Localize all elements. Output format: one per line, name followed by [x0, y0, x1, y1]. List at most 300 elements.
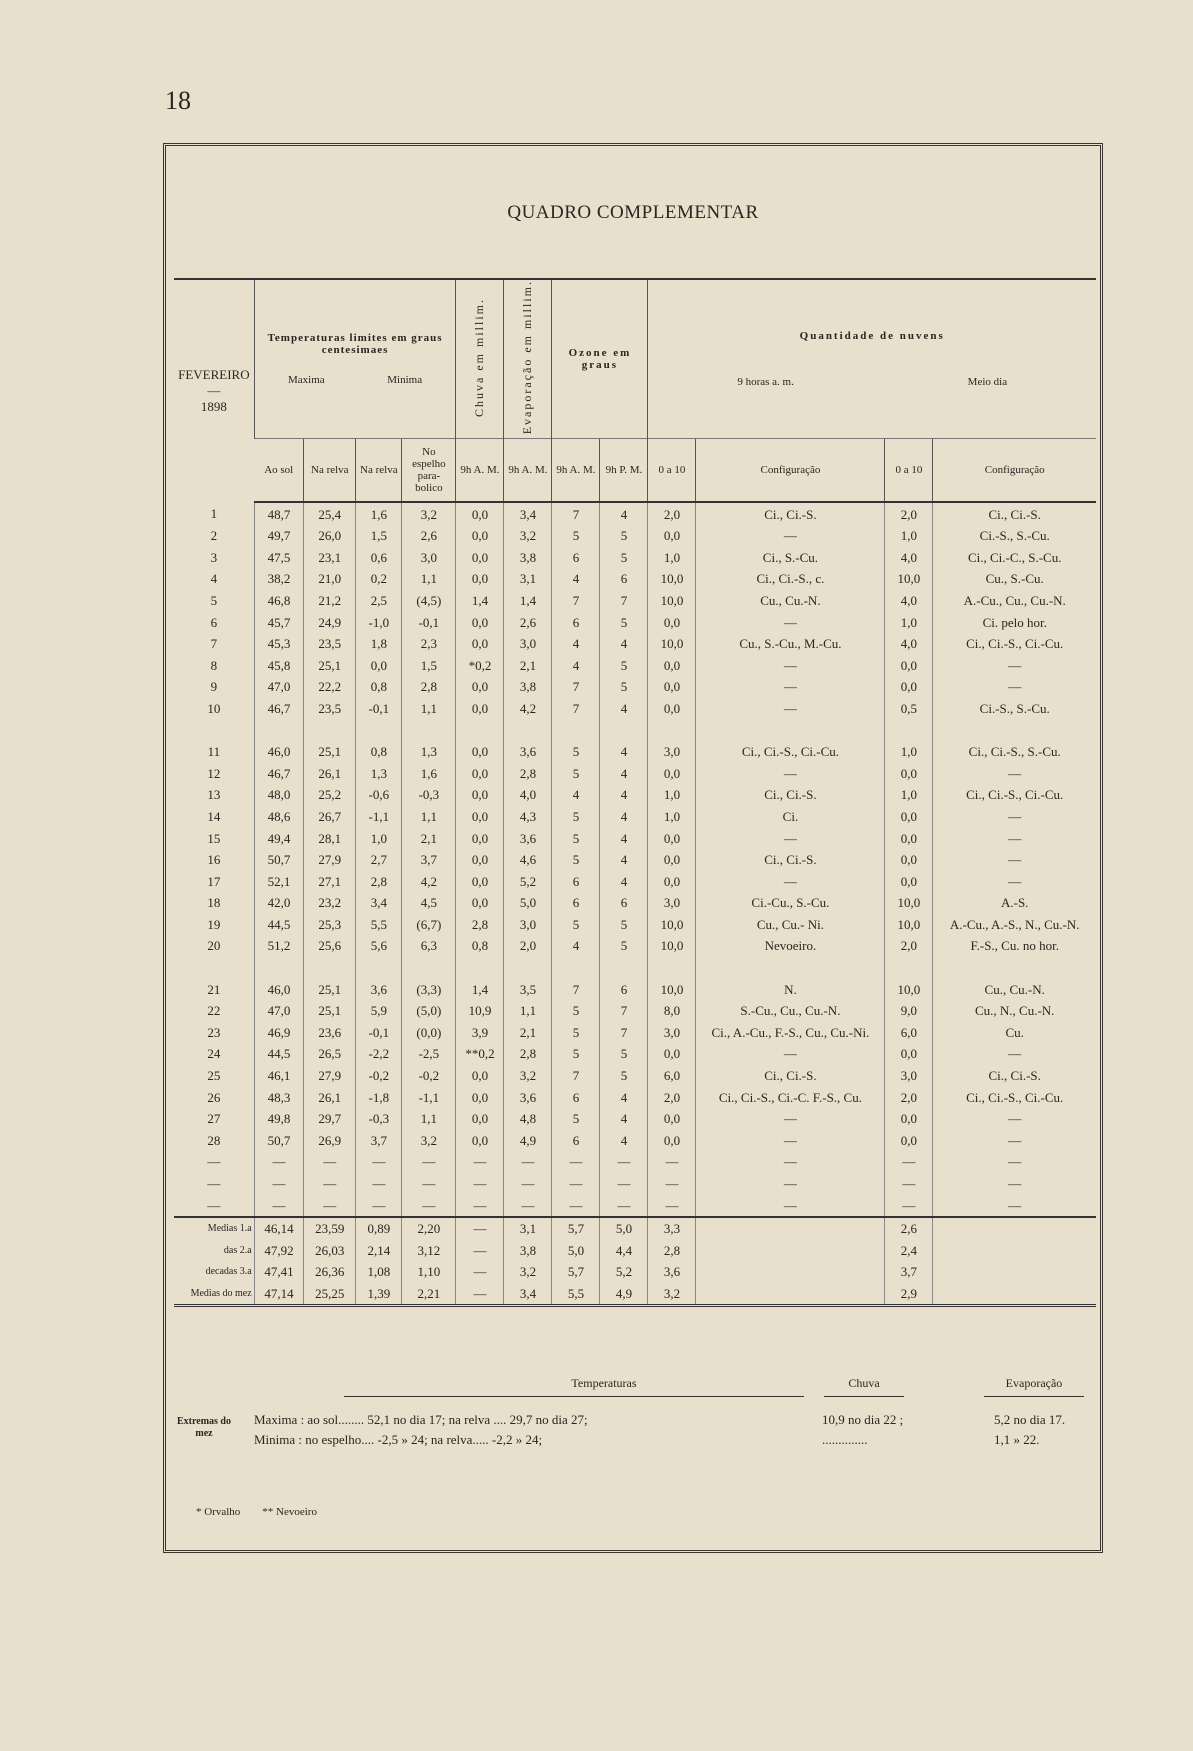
table-cell: 3,0 [402, 546, 456, 568]
day-cell: — [207, 1197, 221, 1213]
table-cell: 3,8 [504, 546, 552, 568]
table-cell: 4 [552, 935, 600, 957]
day-cell: 25 [207, 1068, 221, 1084]
table-cell: — [696, 827, 885, 849]
table-cell: 0,0 [648, 1043, 696, 1065]
table-cell: — [356, 1151, 402, 1173]
table-cell: 4,8 [504, 1108, 552, 1130]
table-cell: 2,0 [504, 935, 552, 957]
table-cell: — [456, 1194, 504, 1217]
table-cell: 2,8 [356, 870, 402, 892]
table-cell: 25,3 [304, 914, 356, 936]
table-row [174, 1194, 1096, 1217]
spacer-cell [504, 957, 552, 979]
day-cell: — [207, 1154, 221, 1170]
table-cell: — [304, 1173, 356, 1195]
table-cell: A.-Cu., A.-S., N., Cu.-N. [933, 914, 1096, 936]
table-cell: — [402, 1194, 456, 1217]
day-cell: 2 [210, 528, 218, 544]
table-cell: — [504, 1173, 552, 1195]
table-cell: 10,0 [885, 892, 933, 914]
ozone-header: Ozone em graus [552, 279, 648, 439]
table-cell: 2,7 [356, 849, 402, 871]
table-cell: 1,4 [456, 978, 504, 1000]
table-cell: — [254, 1173, 304, 1195]
table-cell: Ci., Ci.-S., Ci.-Cu. [933, 633, 1096, 655]
mean-cell: 3,3 [648, 1217, 696, 1240]
table-cell: 25,1 [304, 654, 356, 676]
table-cell: Cu., Cu.-N. [933, 978, 1096, 1000]
decade-mean-row [174, 1239, 1096, 1261]
table-row [174, 892, 1096, 914]
temp-brace [344, 1396, 804, 1398]
table-cell: Ci. [696, 806, 885, 828]
table-cell: 4 [600, 806, 648, 828]
table-cell: -1,0 [356, 611, 402, 633]
table-cell: -0,1 [356, 698, 402, 720]
table-cell: 3,4 [504, 502, 552, 525]
mean-cell: — [456, 1239, 504, 1261]
table-cell: 2,0 [885, 502, 933, 525]
table-cell: 0,0 [456, 525, 504, 547]
table-cell: — [933, 654, 1096, 676]
spacer-cell [696, 719, 885, 741]
month-means-label: Medias do mez [174, 1283, 254, 1306]
extremes-temp-heading: Temperaturas [571, 1376, 637, 1390]
table-cell: 23,2 [304, 892, 356, 914]
table-cell: 44,5 [254, 914, 304, 936]
table-cell: 0,0 [648, 1130, 696, 1152]
table-cell: -0,3 [402, 784, 456, 806]
evap-max: 5,2 no dia 17. [994, 1412, 1066, 1427]
mean-cell: — [456, 1217, 504, 1240]
table-cell: 6 [552, 1130, 600, 1152]
mean-cell: 2,8 [648, 1239, 696, 1261]
table-cell: 2,1 [504, 654, 552, 676]
note-orvalho: * Orvalho [196, 1506, 241, 1518]
subheader-nuvens-meio-scale: 0 a 10 [885, 439, 933, 503]
table-cell: 7 [552, 1065, 600, 1087]
blank-cell [696, 1217, 885, 1240]
month-mean-cell: 4,9 [600, 1283, 648, 1306]
table-cell: 6 [552, 611, 600, 633]
table-cell: 5 [600, 935, 648, 957]
table-cell: Cu. [933, 1022, 1096, 1044]
table-cell: 1,0 [356, 827, 402, 849]
table-cell: 7 [552, 698, 600, 720]
spacer-cell [402, 957, 456, 979]
table-cell: Cu., S.-Cu., M.-Cu. [696, 633, 885, 655]
table-cell: 8,0 [648, 1000, 696, 1022]
table-cell: 4 [600, 849, 648, 871]
table-cell: 3,2 [402, 502, 456, 525]
table-cell: 4 [600, 1130, 648, 1152]
table-row [174, 914, 1096, 936]
table-row [174, 806, 1096, 828]
extremes-label: Extremas do mez [177, 1416, 231, 1439]
table-cell: 0,0 [456, 849, 504, 871]
table-cell: 0,5 [885, 698, 933, 720]
table-cell: Ci., Ci.-S., Ci.-Cu. [933, 1086, 1096, 1108]
table-cell: 5 [552, 741, 600, 763]
maxima-label: Maxima [287, 374, 325, 387]
blank-cell [933, 1239, 1096, 1261]
table-cell: 0,0 [456, 698, 504, 720]
table-row [174, 698, 1096, 720]
temp-group-header [254, 279, 456, 439]
extremes-minima: Minima : no espelho.... -2,5 » 24; na relva..... -2,2 » 24; [254, 1432, 543, 1447]
table-cell: 22,2 [304, 676, 356, 698]
table-cell: — [933, 676, 1096, 698]
table-cell: 5 [552, 1043, 600, 1065]
table-cell: — [600, 1151, 648, 1173]
table-cell: 7 [552, 978, 600, 1000]
day-cell: 6 [210, 614, 218, 630]
decade-mean-row [174, 1217, 1096, 1240]
subheader-ozone-9am: 9h A. M. [552, 439, 600, 503]
day-cell: 4 [210, 571, 218, 587]
table-cell: 5 [600, 914, 648, 936]
temp-group-label: Temperaturas limites em graus centesimaes [267, 332, 443, 357]
day-cell: 22 [207, 1003, 221, 1019]
day-cell: 19 [207, 916, 221, 932]
table-cell: -2,2 [356, 1043, 402, 1065]
mean-cell: 5,7 [552, 1217, 600, 1240]
table-cell: — [696, 525, 885, 547]
table-cell: — [648, 1194, 696, 1217]
decade-mean-row [174, 1261, 1096, 1283]
table-cell: 1,0 [885, 525, 933, 547]
table-cell: (4,5) [402, 590, 456, 612]
table-row [174, 1151, 1096, 1173]
table-cell: 10,0 [885, 568, 933, 590]
table-cell: 47,0 [254, 676, 304, 698]
table-cell: 2,6 [504, 611, 552, 633]
table-cell: 0,0 [885, 676, 933, 698]
mean-cell: 23,59 [304, 1217, 356, 1240]
spacer-cell [552, 957, 600, 979]
table-cell: 46,7 [254, 698, 304, 720]
month-mean-cell: 3,4 [504, 1283, 552, 1306]
table-cell: F.-S., Cu. no hor. [933, 935, 1096, 957]
table-cell: 4,3 [504, 806, 552, 828]
table-cell: -1,1 [402, 1086, 456, 1108]
table-cell: 5 [600, 676, 648, 698]
chuva-label: Chuva em millim. [472, 297, 487, 417]
table-cell: 25,4 [304, 502, 356, 525]
table-row [174, 935, 1096, 957]
chuva-max: 10,9 no dia 22 ; [822, 1412, 904, 1427]
blank-cell [933, 1217, 1096, 1240]
day-cell: 20 [207, 938, 221, 954]
table-cell: 5 [552, 849, 600, 871]
spacer-cell [885, 957, 933, 979]
spacer-cell [885, 719, 933, 741]
spacer-cell [456, 719, 504, 741]
spacer-cell [600, 957, 648, 979]
table-cell: 21,0 [304, 568, 356, 590]
table-cell: 3,8 [504, 676, 552, 698]
table-cell: 2,0 [885, 935, 933, 957]
month-label: FEVEREIRO [178, 367, 250, 383]
mean-cell: 5,0 [600, 1217, 648, 1240]
table-cell: — [933, 1194, 1096, 1217]
month-mean-row [174, 1283, 1096, 1306]
table-cell: Ci.-S., S.-Cu. [933, 525, 1096, 547]
table-cell: -0,2 [402, 1065, 456, 1087]
table-cell: 27,9 [304, 1065, 356, 1087]
table-cell: 4 [600, 784, 648, 806]
table-cell: 0,0 [456, 611, 504, 633]
table-cell: 4 [552, 633, 600, 655]
table-cell: 0,0 [456, 568, 504, 590]
table-cell: -0,3 [356, 1108, 402, 1130]
table-cell: 3,0 [504, 914, 552, 936]
mean-cell: — [456, 1261, 504, 1283]
day-cell: 16 [207, 852, 221, 868]
table-cell: 3,4 [356, 892, 402, 914]
table-cell: — [933, 1173, 1096, 1195]
table-cell: Ci., S.-Cu. [696, 546, 885, 568]
table-cell: 4 [600, 1086, 648, 1108]
table-cell: 2,1 [402, 827, 456, 849]
table-cell: Ci., Ci.-S., Ci.-Cu. [696, 741, 885, 763]
table-cell: 4 [552, 784, 600, 806]
mean-cell: 3,8 [504, 1239, 552, 1261]
table-cell: Cu., Cu.- Ni. [696, 914, 885, 936]
table-cell: 4,0 [504, 784, 552, 806]
table-cell: 0,0 [648, 849, 696, 871]
mean-cell: 5,7 [552, 1261, 600, 1283]
mean-cell: 3,6 [648, 1261, 696, 1283]
table-row [174, 1130, 1096, 1152]
mean-cell: 3,7 [885, 1261, 933, 1283]
table-cell: 6 [552, 546, 600, 568]
day-cell: 8 [210, 657, 218, 673]
chuva-brace [824, 1396, 904, 1398]
table-cell: 1,0 [648, 806, 696, 828]
extremes-chuva-heading: Chuva [848, 1376, 880, 1390]
table-cell: Ci., Ci.-S. [696, 849, 885, 871]
table-row [174, 1108, 1096, 1130]
table-cell: 5,2 [504, 870, 552, 892]
spacer-cell [696, 957, 885, 979]
table-cell: 4 [600, 1108, 648, 1130]
table-cell: 48,7 [254, 502, 304, 525]
table-cell: — [696, 654, 885, 676]
chuva-header [456, 279, 504, 439]
table-cell: 48,6 [254, 806, 304, 828]
day-cell: 21 [207, 981, 221, 997]
table-cell: 0,0 [648, 870, 696, 892]
table-cell: 0,8 [356, 741, 402, 763]
table-cell: 1,0 [648, 784, 696, 806]
year-label: 1898 [200, 399, 227, 415]
table-cell: 3,0 [504, 633, 552, 655]
month-mean-cell: — [456, 1283, 504, 1306]
table-cell: — [933, 849, 1096, 871]
table-cell: 0,0 [456, 1065, 504, 1087]
table-cell: — [696, 1151, 885, 1173]
table-cell: 0,0 [648, 1108, 696, 1130]
table-cell: 29,7 [304, 1108, 356, 1130]
table-cell: — [696, 762, 885, 784]
table-cell: -1,1 [356, 806, 402, 828]
table-cell: 0,0 [456, 1130, 504, 1152]
weather-table [174, 278, 1096, 1307]
table-cell: 7 [600, 1022, 648, 1044]
table-cell: (6,7) [402, 914, 456, 936]
table-cell: — [254, 1151, 304, 1173]
day-cell: 23 [207, 1024, 221, 1040]
table-cell: 0,0 [648, 676, 696, 698]
chuva-min: .............. [822, 1432, 868, 1447]
evap-min: 1,1 » 22. [994, 1432, 1040, 1447]
table-cell: 25,1 [304, 741, 356, 763]
table-cell: — [552, 1173, 600, 1195]
table-cell: 1,1 [402, 806, 456, 828]
decade-label: decadas 3.a [205, 1266, 252, 1278]
table-cell: 50,7 [254, 849, 304, 871]
day-cell: 9 [210, 679, 218, 695]
month-mean-cell: 1,39 [356, 1283, 402, 1306]
mean-cell: 4,4 [600, 1239, 648, 1261]
day-cell: 5 [210, 592, 218, 608]
table-cell: 0,0 [648, 611, 696, 633]
table-cell: 0,0 [456, 1086, 504, 1108]
table-cell: — [402, 1173, 456, 1195]
blank-cell [933, 1283, 1096, 1306]
extremes-evap-heading: Evaporação [1005, 1376, 1063, 1390]
table-cell: 3,9 [456, 1022, 504, 1044]
table-cell: S.-Cu., Cu., Cu.-N. [696, 1000, 885, 1022]
table-cell: 6 [600, 978, 648, 1000]
spacer-cell [600, 719, 648, 741]
table-row [174, 654, 1096, 676]
table-cell: *0,2 [456, 654, 504, 676]
spacer-cell [933, 957, 1096, 979]
mean-cell: 47,41 [254, 1261, 304, 1283]
table-cell: 10,9 [456, 1000, 504, 1022]
table-cell: 3,2 [504, 1065, 552, 1087]
table-cell: 5 [552, 762, 600, 784]
table-cell: 4 [600, 741, 648, 763]
table-cell: 1,0 [885, 784, 933, 806]
day-cell: 13 [207, 787, 221, 803]
table-cell: 4 [600, 870, 648, 892]
table-cell: 1,0 [648, 546, 696, 568]
footnotes [196, 1506, 317, 1518]
table-cell: 23,5 [304, 633, 356, 655]
table-cell: 0,0 [456, 762, 504, 784]
extremes-maxima: Maxima : ao sol........ 52,1 no dia 17; na relva .... 29,7 no dia 27; [254, 1412, 588, 1427]
table-cell: 45,7 [254, 611, 304, 633]
mean-cell: 3,12 [402, 1239, 456, 1261]
mean-cell: 2,14 [356, 1239, 402, 1261]
table-cell: 5 [552, 525, 600, 547]
mean-cell: 1,08 [356, 1261, 402, 1283]
table-cell: 49,8 [254, 1108, 304, 1130]
table-row [174, 546, 1096, 568]
table-cell: A.-Cu., Cu., Cu.-N. [933, 590, 1096, 612]
table-cell: — [696, 870, 885, 892]
table-row [174, 676, 1096, 698]
table-cell: (0,0) [402, 1022, 456, 1044]
table-cell: 42,0 [254, 892, 304, 914]
table-cell: Ci., Ci.-S., Ci.-C. F.-S., Cu. [696, 1086, 885, 1108]
table-cell: — [304, 1151, 356, 1173]
table-cell: Ci., Ci.-S., Ci.-Cu. [933, 784, 1096, 806]
day-cell: 15 [207, 830, 221, 846]
table-cell: — [933, 806, 1096, 828]
day-cell: 27 [207, 1111, 221, 1127]
table-row [174, 870, 1096, 892]
table-cell: 48,3 [254, 1086, 304, 1108]
day-cell: 18 [207, 895, 221, 911]
table-cell: 3,6 [504, 1086, 552, 1108]
table-row [174, 827, 1096, 849]
table-cell: Ci., Ci.-S. [933, 1065, 1096, 1087]
table-cell: — [933, 870, 1096, 892]
table-cell: 5 [600, 611, 648, 633]
table-cell: 0,0 [885, 870, 933, 892]
evaporacao-header [504, 279, 552, 439]
table-cell: 5,0 [504, 892, 552, 914]
month-mean-cell: 2,21 [402, 1283, 456, 1306]
table-cell: -0,1 [356, 1022, 402, 1044]
month-mean-cell: 3,2 [648, 1283, 696, 1306]
table-cell: — [254, 1194, 304, 1217]
table-cell: — [600, 1194, 648, 1217]
table-cell: 10,0 [885, 914, 933, 936]
table-cell: 1,1 [402, 698, 456, 720]
table-row [174, 525, 1096, 547]
subheader-ozone-9pm: 9h P. M. [600, 439, 648, 503]
subheader-ao-sol: Ao sol [254, 439, 304, 503]
mean-cell: 26,03 [304, 1239, 356, 1261]
table-cell: 0,0 [456, 502, 504, 525]
table-cell: 0,0 [885, 1130, 933, 1152]
mean-cell: 47,92 [254, 1239, 304, 1261]
table-cell: — [696, 1194, 885, 1217]
spacer-row [174, 719, 1096, 741]
table-cell: 3,0 [885, 1065, 933, 1087]
table-cell: -0,6 [356, 784, 402, 806]
table-cell: 28,1 [304, 827, 356, 849]
table-cell: 1,4 [456, 590, 504, 612]
table-row [174, 611, 1096, 633]
spacer-cell [174, 719, 254, 741]
table-cell: — [402, 1151, 456, 1173]
table-cell: 0,0 [885, 1108, 933, 1130]
table-cell: 46,1 [254, 1065, 304, 1087]
table-cell: Ci., Ci.-S. [696, 784, 885, 806]
minima-label: Minima [387, 374, 423, 387]
nuvens-label: Quantidade de nuvens [799, 330, 945, 343]
table-cell: 47,5 [254, 546, 304, 568]
table-cell: 23,6 [304, 1022, 356, 1044]
table-cell: 5 [600, 1043, 648, 1065]
mean-cell: 0,89 [356, 1217, 402, 1240]
table-cell: 0,0 [648, 698, 696, 720]
table-cell: 4 [600, 762, 648, 784]
mean-cell: 3,1 [504, 1217, 552, 1240]
table-cell: — [933, 1151, 1096, 1173]
table-cell: 2,3 [402, 633, 456, 655]
table-cell: 6 [552, 892, 600, 914]
day-cell: — [207, 1176, 221, 1191]
table-cell: 4,6 [504, 849, 552, 871]
